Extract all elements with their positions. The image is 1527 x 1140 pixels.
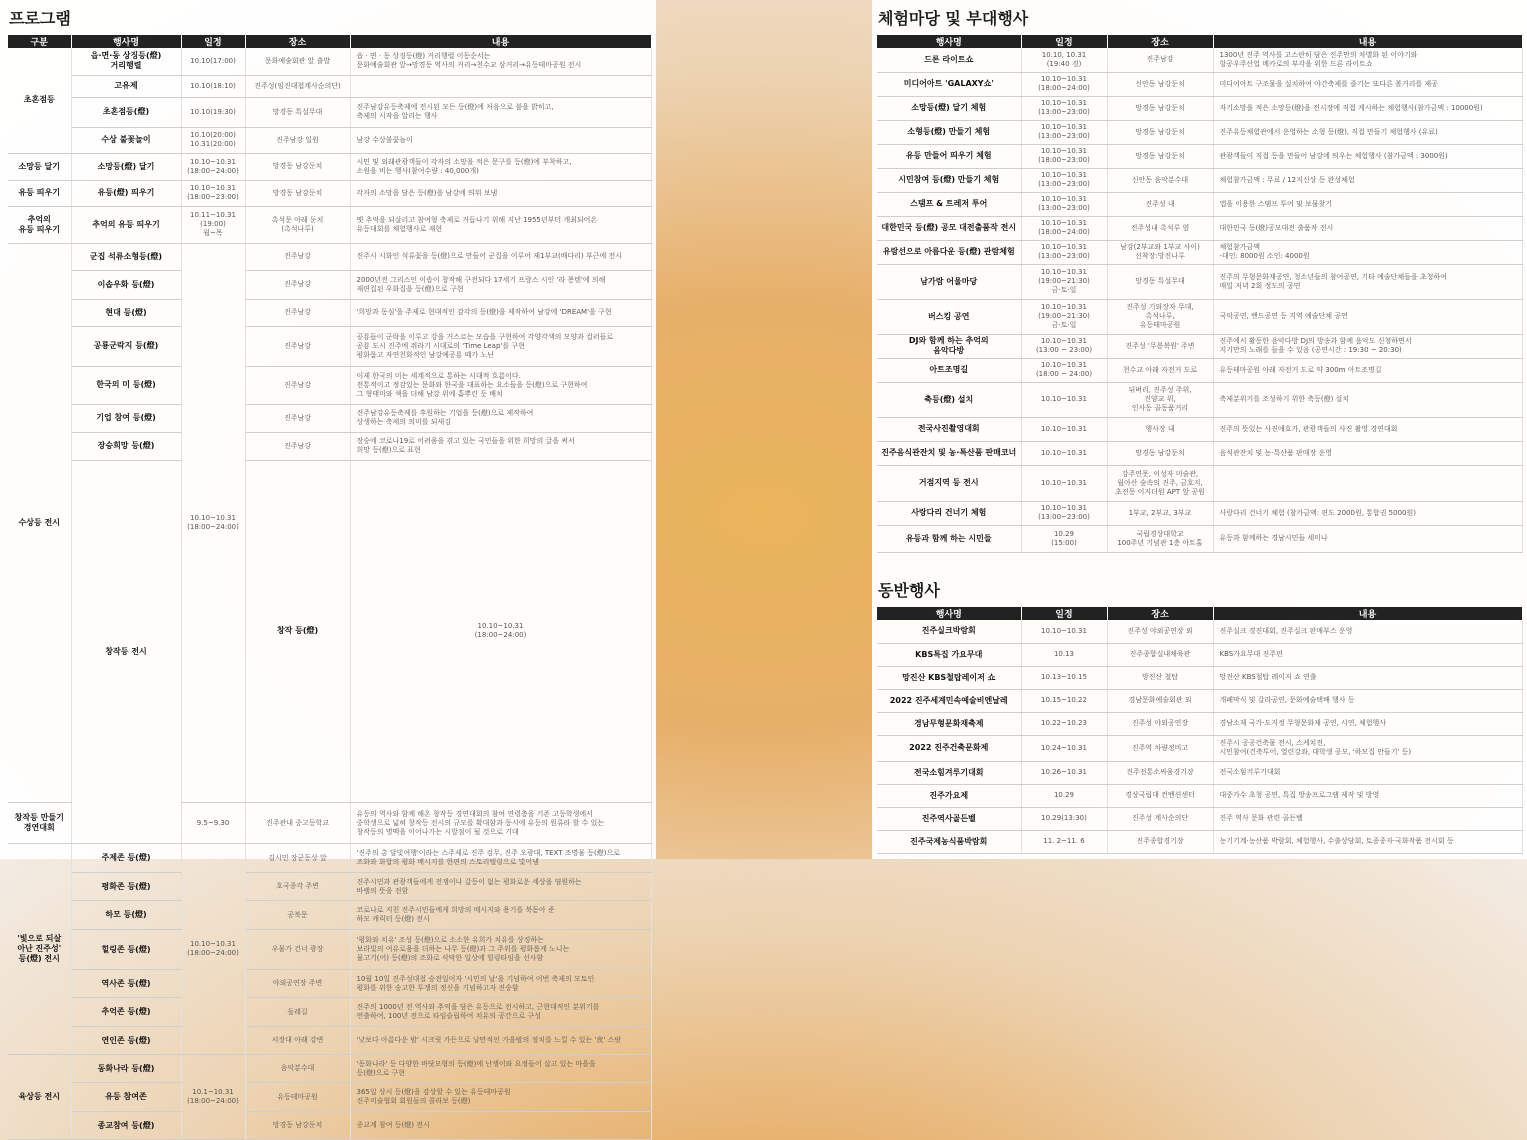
schedule-cell: 10.10~10.31 — [1021, 417, 1107, 441]
event-name-cell: 미디어아트 'GALAXY쇼' — [877, 72, 1021, 96]
event-name-cell: 유등과 함께 하는 시민들 — [877, 525, 1021, 552]
schedule-cell: 10.10~10.31 (18:00 ~ 24:00) — [1021, 358, 1107, 382]
schedule-cell: 10.15~10.22 — [1021, 689, 1107, 712]
schedule-cell: 10.22~10.23 — [1021, 712, 1107, 735]
event-name-cell: 소형등(燈) 만들기 체험 — [877, 120, 1021, 144]
event-name-cell: 고유제 — [71, 75, 181, 97]
event-name-cell: 시민참여 등(燈) 만들기 체험 — [877, 168, 1021, 192]
experience-header-3: 내용 — [1213, 35, 1522, 48]
schedule-cell: 10.11~10.31 (19:00) 월~목 — [181, 206, 245, 243]
description-cell: '동화나라' 등 다양한 바닷모형의 등(燈)에 난쟁이와 요정들이 살고 있는 마을을 등(燈)으로 구현 — [350, 1055, 651, 1083]
venue-cell: 진주남강 — [245, 299, 350, 326]
table-row — [8, 460, 651, 803]
description-cell: 진주시 공공건축물 전시, 스케치전, 시민참여(건축투어, 열린강좌, 대학생 공모, '하모집 만들기' 등) — [1213, 735, 1522, 761]
table-row — [877, 501, 1522, 525]
event-name-cell: 소망등(燈) 달기 체험 — [877, 96, 1021, 120]
schedule-cell: 10.10~10.31 (18:00~23:00) — [1021, 144, 1107, 168]
experience-table-header — [877, 35, 1522, 48]
event-name-cell: 망진산 KBS철탑레이저 쇼 — [877, 666, 1021, 689]
category-cell: 초혼점등 — [8, 48, 71, 153]
schedule-cell: 10.10(20:00) 10.31(20:00) — [181, 127, 245, 153]
description-cell: 진주의 1000년 전 역사와 추억을 담은 유등으로 전시하고, 근현대적인 분위기를 연출하여, 100년 전으로 타임슬립하여 치유의 공간으로 구성 — [350, 998, 651, 1027]
venue-cell: 진주전통소싸움경기장 — [1107, 761, 1213, 784]
event-name-cell: 종교참여 등(燈) — [71, 1112, 181, 1140]
table-row — [8, 1083, 651, 1112]
experience-header-0: 행사명 — [877, 35, 1021, 48]
venue-cell: 진주남강 — [245, 243, 350, 270]
venue-cell: 남강(2부교와 1부교 사이) 선착장:망진나루 — [1107, 240, 1213, 264]
category-cell: 육상등 전시 — [8, 1055, 71, 1140]
venue-cell: 진주종합실내체육관 — [1107, 643, 1213, 666]
table-row — [877, 441, 1522, 465]
table-row — [877, 525, 1522, 552]
description-cell: 진주의 무형문화재공연, 청소년들의 참여공연, 기타 예술단체들을 초청하여 매일 저녁 2회 정도의 공연 — [1213, 264, 1522, 299]
schedule-cell: 10.10~10.31 — [1021, 465, 1107, 501]
table-row — [877, 168, 1522, 192]
venue-cell: 야외공연장 주변 — [245, 970, 350, 998]
schedule-cell: 10.10~10.31 (18:00~23:00) — [181, 180, 245, 206]
event-name-cell: 버스킹 공연 — [877, 299, 1021, 334]
event-name-cell: 축등(燈) 설치 — [877, 382, 1021, 417]
venue-cell: 진주남강 — [1107, 48, 1213, 72]
table-row — [8, 127, 651, 153]
description-cell: 장승에 코로나19로 어려움을 겪고 있는 국민들을 위한 희망의 글을 써서 희망 등(燈)으로 표현 — [350, 432, 651, 460]
category-cell: 소망등 달기 — [8, 153, 71, 180]
schedule-cell: 10.10(19:30) — [181, 97, 245, 127]
description-cell: 진주의 뜻있는 사진애호가, 관광객들의 사진 촬영 경연대회 — [1213, 417, 1522, 441]
event-name-cell: 장승희망 등(燈) — [71, 432, 181, 460]
schedule-cell: 9.5~9.30 — [181, 803, 245, 844]
venue-cell: 진주역 차량정비고 — [1107, 735, 1213, 761]
venue-cell: 진주남강 — [245, 432, 350, 460]
schedule-cell: 10.10~10.31 (18:00~24:00) — [181, 243, 245, 803]
schedule-cell: 10.10(17:00) — [181, 48, 245, 75]
side-header-0: 행사명 — [877, 607, 1021, 620]
category-cell: 수상등 전시 — [8, 243, 71, 803]
table-row — [877, 299, 1522, 334]
event-name-cell: 이솝우화 등(燈) — [71, 270, 181, 299]
description-cell: 유등과 함께하는 경남시민들 세미나 — [1213, 525, 1522, 552]
description-cell: KBS가요무대 진주편 — [1213, 643, 1522, 666]
event-name-cell: 전국소힘겨루기대회 — [877, 761, 1021, 784]
description-cell: 진주실크 경진대회, 진주실크 판매부스 운영 — [1213, 620, 1522, 643]
schedule-cell: 10.29(13:30) — [1021, 807, 1107, 830]
description-cell: 망진산 KBS철탑 레이저 쇼 연출 — [1213, 666, 1522, 689]
description-cell: '진주의 총 달빛여행'이라는 스주제로 진주 검무, 진주 오광대, TEXT 조명물 등(燈)으로 조화와 화합의 평화 메시지를 한편의 스토리텔링으로 빛어냄 — [350, 844, 651, 873]
table-row — [877, 735, 1522, 761]
event-name-cell: 진주국제농식품박람회 — [877, 830, 1021, 853]
table-row — [877, 620, 1522, 643]
schedule-cell: 10.10~10.31 — [1021, 441, 1107, 465]
description-cell: 진주유등체험관에서 운영하는 소형 등(燈), 직접 만들기 체험행사 (유료) — [1213, 120, 1522, 144]
table-row — [8, 270, 651, 299]
event-name-cell: 역사존 등(燈) — [71, 970, 181, 998]
venue-cell: 뒤벼리, 진주성 주위, 진양교 위, 인사동 골동품거리 — [1107, 382, 1213, 417]
venue-cell: 문화예술회관 앞 출발 — [245, 48, 350, 75]
description-cell: 유등테마공원 아래 자전거 도로 약 300m 아트조명길 — [1213, 358, 1522, 382]
side-events-table-header — [877, 607, 1522, 620]
table-row — [877, 689, 1522, 712]
schedule-cell: 10.10~10.31 (13:00~23:00) — [1021, 192, 1107, 216]
description-cell: 체험참가금액 : 무료 / 12지신상 등 완성체험 — [1213, 168, 1522, 192]
description-cell: 진주시 시화인 석류꽃을 등(燈)으로 만들어 군집을 이루어 제1부교(배다리) 부근에 전시 — [350, 243, 651, 270]
description-cell: 경남소재 국가·도지정 무형문화재 공연, 시연, 체험행사 — [1213, 712, 1522, 735]
event-name-cell: 진주음식관잔치 및 농·특산품 판매코너 — [877, 441, 1021, 465]
table-row — [877, 264, 1522, 299]
program-table-header — [8, 35, 651, 48]
venue-cell: 서장대 아래 강변 — [245, 1027, 350, 1055]
table-row — [877, 382, 1522, 417]
description-cell: 전국소힘겨루기대회 — [1213, 761, 1522, 784]
table-row — [877, 417, 1522, 441]
schedule-cell: 10.1~10.31 (18:00~24:00) — [181, 1055, 245, 1140]
venue-cell: 우물가 건너 광장 — [245, 930, 350, 970]
schedule-cell: 10.10, 10.31 (19:40 경) — [1021, 48, 1107, 72]
venue-cell: 진주성내 촉석루 옆 — [1107, 216, 1213, 240]
program-header-0: 구분 — [8, 35, 71, 48]
category-cell: 유등 띄우기 — [8, 180, 71, 206]
description-cell: 진주남강유등축제를 후원하는 기업을 등(燈)으로 제작하여 상생하는 축제의 의미를 되새김 — [350, 404, 651, 432]
table-row — [8, 1027, 651, 1055]
event-name-cell: 스탬프 & 트레저 투어 — [877, 192, 1021, 216]
description-cell: 365일 상시 등(燈)을 감상할 수 있는 유등테마공원 진주미술협회 회원들의 콜라보 등(燈) — [350, 1083, 651, 1112]
venue-cell: 망경동 특설무대 — [245, 97, 350, 127]
description-cell: 개폐막식 및 갈라공연, 문화예술택배 행사 등 — [1213, 689, 1522, 712]
table-row — [8, 930, 651, 970]
venue-cell: 진주성 계사순의단 — [1107, 807, 1213, 830]
event-name-cell: 아트조명길 — [877, 358, 1021, 382]
description-cell: 대한민국 등(燈)공모대전 출품작 전시 — [1213, 216, 1522, 240]
schedule-cell: 10.10(18:10) — [181, 75, 245, 97]
table-row — [8, 326, 651, 366]
venue-cell: 호국종각 주변 — [245, 873, 350, 901]
event-name-cell: 추억의 유등 띄우기 — [71, 206, 181, 243]
description-cell: 옛 추억을 되살리고 참여형 축제로 거듭나기 위해 지난 1955년부터 개최되어온 유등대회를 체험행사로 재현 — [350, 206, 651, 243]
table-row — [8, 97, 651, 127]
event-name-cell: 기업 참여 등(燈) — [71, 404, 181, 432]
program-header-1: 행사명 — [71, 35, 181, 48]
event-name-cell: 드론 라이트쇼 — [877, 48, 1021, 72]
description-cell: 진주 역사 문화 관련 골든벨 — [1213, 807, 1522, 830]
event-name-cell: 힐링존 등(燈) — [71, 930, 181, 970]
venue-cell: 1부교, 2부교, 3부교 — [1107, 501, 1213, 525]
venue-cell: 유등테마공원 — [245, 1083, 350, 1112]
venue-cell: 진주성 야외공연장 외 — [1107, 620, 1213, 643]
experience-table — [877, 35, 1523, 553]
event-name-cell: 창작 등(燈) — [245, 460, 350, 803]
venue-cell: 진주성 '무릉북원' 주변 — [1107, 334, 1213, 358]
table-row — [877, 465, 1522, 501]
schedule-cell: 10.10~10.31 (18:00~24:00) — [350, 460, 651, 803]
event-name-cell: 군집 석류소형등(燈) — [71, 243, 181, 270]
description-cell: 음식관잔치 및 농·특산품 판매장 운영 — [1213, 441, 1522, 465]
table-row — [877, 120, 1522, 144]
table-row — [8, 432, 651, 460]
side-header-2: 장소 — [1107, 607, 1213, 620]
event-name-cell: 거점지역 등 전시 — [877, 465, 1021, 501]
table-row — [877, 712, 1522, 735]
side-header-1: 일정 — [1021, 607, 1107, 620]
venue-cell: 망경동 남강둔치 — [245, 153, 350, 180]
description-cell: 국악공연, 밴드공연 등 지역 예술단체 공연 — [1213, 299, 1522, 334]
table-row — [8, 901, 651, 930]
schedule-cell: 10.29 (15:00) — [1021, 525, 1107, 552]
event-name-cell: 현대 등(燈) — [71, 299, 181, 326]
table-row — [877, 144, 1522, 168]
event-name-cell: KBS특집 가요무대 — [877, 643, 1021, 666]
schedule-cell: 10.10~10.31 (19:00~21:30) 금·토·일 — [1021, 264, 1107, 299]
description-cell: 2000년전 그리스인 이솝이 창작해 구전되다 17세기 프랑스 시인 '라 퐁텐'에 의해 재편집된 우화집을 등(燈)으로 구현 — [350, 270, 651, 299]
description-cell: 코로나로 지친 진주시민들에게 희망의 메시지와 용기를 북돋아 준 하모 캐릭터 등(燈) 전시 — [350, 901, 651, 930]
description-cell: 사랑다리 건너기 체험 (참가금액: 편도 2000원, 통합권 5000원) — [1213, 501, 1522, 525]
description-cell: 읍 · 면 · 동 상징등(燈) 거리행렬 이동순서는 문화예술회관 앞→망경동 역사의 거리→천수교 삼거리→유등테마공원 전시 — [350, 48, 651, 75]
table-row — [877, 830, 1522, 853]
table-row — [877, 96, 1522, 120]
description-cell: 대중가수 초청 공연, 특집 방송프로그램 제작 및 방영 — [1213, 784, 1522, 807]
venue-cell: 진주성 내 — [1107, 192, 1213, 216]
schedule-cell: 10.10~10.31 (13:00 ~ 23:00) — [1021, 334, 1107, 358]
program-title: 프로그램 — [9, 9, 71, 28]
table-row — [8, 299, 651, 326]
venue-cell: 망진산 철탑 — [1107, 666, 1213, 689]
experience-header-2: 장소 — [1107, 35, 1213, 48]
table-row — [877, 761, 1522, 784]
event-name-cell: 동화나라 등(燈) — [71, 1055, 181, 1083]
side-events-table — [877, 607, 1523, 854]
description-cell: 종교계 참여 등(燈) 전시 — [350, 1112, 651, 1140]
experience-header-1: 일정 — [1021, 35, 1107, 48]
venue-cell: 진주성 기와장자 무대, 촉석나루, 유등테마공원 — [1107, 299, 1213, 334]
description-cell: 축제분위기를 조성하기 위한 축등(燈) 설치 — [1213, 382, 1522, 417]
venue-cell: 진주성(임진대첩계사순의단) — [245, 75, 350, 97]
description-cell: 각자의 소망을 담은 등(燈)을 남강에 띄워 보냄 — [350, 180, 651, 206]
event-name-cell: 읍·면·동 상징등(燈) 거리행렬 — [71, 48, 181, 75]
description-cell — [350, 75, 651, 97]
program-header-2: 일정 — [181, 35, 245, 48]
event-name-cell: 남가람 어울마당 — [877, 264, 1021, 299]
venue-cell: 경상국립대 컨벤션센터 — [1107, 784, 1213, 807]
description-cell: 자기소망을 적은 소망등(燈)을 전시장에 직접 게시하는 체험행사(참가금액 : 10000원) — [1213, 96, 1522, 120]
table-row — [8, 1112, 651, 1140]
schedule-cell: 10.10~10.31 (18:00~24:00) — [1021, 216, 1107, 240]
table-row — [877, 48, 1522, 72]
schedule-cell: 10.13 — [1021, 643, 1107, 666]
venue-cell: 진주종합경기장 — [1107, 830, 1213, 853]
table-row — [8, 1055, 651, 1083]
venue-cell: 신안동 남강둔치 — [1107, 72, 1213, 96]
program-header-4: 내용 — [350, 35, 651, 48]
event-name-cell: 유등 참여존 — [71, 1083, 181, 1112]
schedule-cell: 10.10~10.31 (13:00~23:00) — [1021, 240, 1107, 264]
schedule-cell: 10.10~10.31 (18:00~24:00) — [181, 844, 245, 1055]
venue-cell: 신안동 음악분수대 — [1107, 168, 1213, 192]
venue-cell: 촉석문 아래 둔치 (촉석나루) — [245, 206, 350, 243]
event-name-cell: 공룡군락지 등(燈) — [71, 326, 181, 366]
description-cell: 미디어아트 구조물을 설치하여 야간축제를 즐기는 또다른 볼거리를 제공 — [1213, 72, 1522, 96]
table-row — [8, 153, 651, 180]
table-row — [8, 206, 651, 243]
venue-cell: 망경동 남강둔치 — [1107, 441, 1213, 465]
event-name-cell: 사랑다리 건너기 체험 — [877, 501, 1021, 525]
event-name-cell: DJ와 함께 하는 추억의 음악다방 — [877, 334, 1021, 358]
venue-cell: 망경동 남강둔치 — [1107, 96, 1213, 120]
description-cell: '낮보다 아름다운 밤' 시크릿 가든으로 낭만적인 가을밤의 정치를 느낄 수 있는 '夜' 스팟 — [350, 1027, 651, 1055]
table-row — [877, 72, 1522, 96]
description-cell: 체험참가금액 -대인: 8000원 소인: 4000원 — [1213, 240, 1522, 264]
program-table — [8, 35, 652, 1140]
schedule-cell: 11. 2~11. 6 — [1021, 830, 1107, 853]
description-cell: 1300년 진주 역사를 고스란히 담은 진주만의 차별화 된 이야기와 항공우주산업 메카로의 부각을 위한 드론 라이트쇼 — [1213, 48, 1522, 72]
schedule-cell: 10.10~10.31 — [1021, 620, 1107, 643]
event-name-cell: 수상 불꽃놀이 — [71, 127, 181, 153]
description-cell: 유등의 역사와 함께 해온 창작등 경연대회의 참여 연령층을 기존 고등학생에서 중학생으로 넓혀 창작등 전시의 규모를 확대함과 동시에 유등의 원류라 할 수 있는 창작등의 명맥을 이어나가는 시발점이 될 것으로 기대 — [350, 803, 651, 844]
venue-cell: 국립경상대학교 100주년 기념관 1층 아트홀 — [1107, 525, 1213, 552]
schedule-cell: 10.10~10.31 (18:00~24:00) — [181, 153, 245, 180]
event-name-cell: 창작등 만들기 경연대회 — [8, 803, 71, 844]
venue-cell: 망경동 남강둔치 — [1107, 120, 1213, 144]
schedule-cell: 10.26~10.31 — [1021, 761, 1107, 784]
venue-cell: 망경동 남강둔치 — [245, 1112, 350, 1140]
category-cell: 창작등 전시 — [71, 460, 181, 844]
description-cell: 10월 10일 진주성대첩 승전일이자 '시민의 날'을 기념하여 이번 축제의 모토인 평화를 위한 숭고한 투쟁의 정신을 기념하고자 진승함 — [350, 970, 651, 998]
schedule-cell: 10.10~10.31 (19:00~21:30) 금·토·일 — [1021, 299, 1107, 334]
venue-cell: 진주성 야외공연장 — [1107, 712, 1213, 735]
table-row — [877, 784, 1522, 807]
description-cell: 농기기계·농산품 박람회, 체험행사, 수출상담회, 토종종자·국화작품 전시회 등 — [1213, 830, 1522, 853]
description-cell: 진주남강유등축제에 전시된 모든 등(燈)에 처음으로 불을 밝히고, 축제의 시작을 알리는 행사 — [350, 97, 651, 127]
venue-cell: 진주관내 중고등학교 — [245, 803, 350, 844]
side-header-3: 내용 — [1213, 607, 1522, 620]
event-name-cell: 유람선으로 아름다운 등(燈) 관람체험 — [877, 240, 1021, 264]
table-row — [8, 844, 651, 873]
event-name-cell: 2022 진주세계민속예술비엔날레 — [877, 689, 1021, 712]
venue-cell: 김시민 장군동상 앞 — [245, 844, 350, 873]
table-row — [877, 216, 1522, 240]
event-name-cell: 2022 진주건축문화제 — [877, 735, 1021, 761]
event-name-cell: 대한민국 등(燈) 공모 대전출품작 전시 — [877, 216, 1021, 240]
table-row — [8, 998, 651, 1027]
description-cell — [1213, 465, 1522, 501]
venue-cell: 망경동 특설무대 — [1107, 264, 1213, 299]
venue-cell: 돌레길 — [245, 998, 350, 1027]
event-name-cell: 초혼점등(燈) — [71, 97, 181, 127]
venue-cell: 망경동 남강둔치 — [1107, 144, 1213, 168]
venue-cell: 망경동 남강둔치 — [245, 180, 350, 206]
venue-cell: 경남문화예술회관 외 — [1107, 689, 1213, 712]
venue-cell: 진주남강 — [245, 270, 350, 299]
schedule-cell: 10.10~10.31 (18:00~24:00) — [1021, 72, 1107, 96]
description-cell: 이제 한국의 미는 세계적으로 통하는 시대적 흐름이다. 전통적이고 정감있는 문화와 한국을 대표하는 요소들을 등(燈)으로 구현하여 그 형태미와 색을 더해 남강 위에 흩뿌린 듯 배치 — [350, 366, 651, 404]
event-name-cell: 연인존 등(燈) — [71, 1027, 181, 1055]
table-row — [877, 240, 1522, 264]
category-cell: '빛으로 되살 아난 진주성' 등(燈) 전시 — [8, 844, 71, 1055]
table-row — [877, 358, 1522, 382]
event-name-cell: 진주실크박람회 — [877, 620, 1021, 643]
venue-cell: 강주연못, 이성자 미술관, 월아산 숲속의 진주, 금호지, 초전동 이지더원 APT 앞 공원 — [1107, 465, 1213, 501]
schedule-cell: 10.29 — [1021, 784, 1107, 807]
schedule-cell: 10.10~10.31 (13:00~23:00) — [1021, 168, 1107, 192]
event-name-cell: 주제존 등(燈) — [71, 844, 181, 873]
table-row — [8, 75, 651, 97]
schedule-cell: 10.24~10.31 — [1021, 735, 1107, 761]
table-row — [877, 666, 1522, 689]
experience-title: 체험마당 및 부대행사 — [878, 9, 1029, 28]
venue-cell: 진주남강 일원 — [245, 127, 350, 153]
event-name-cell: 진주역사골든벨 — [877, 807, 1021, 830]
event-name-cell: 유등 만들어 띄우기 체험 — [877, 144, 1021, 168]
event-name-cell: 전국사진촬영대회 — [877, 417, 1021, 441]
schedule-cell: 10.10~10.31 (13:00~23:00) — [1021, 120, 1107, 144]
schedule-cell: 10.10~10.31 — [1021, 382, 1107, 417]
table-row — [8, 404, 651, 432]
venue-cell: 행사장 내 — [1107, 417, 1213, 441]
event-name-cell: 유등(燈) 띄우기 — [71, 180, 181, 206]
side-events-title: 동반행사 — [878, 581, 940, 600]
event-name-cell: 평화존 등(燈) — [71, 873, 181, 901]
description-cell: 앱을 이용한 스탬프 투어 및 보물찾기 — [1213, 192, 1522, 216]
venue-cell: 음악분수대 — [245, 1055, 350, 1083]
description-cell: 진주에서 활동한 음악다방 DJ의 방송과 함께 음악도 신청하면서 지기만의 노래를 들을 수 있음 (공연시간 : 19:30 ~ 20:30) — [1213, 334, 1522, 358]
table-row — [8, 970, 651, 998]
table-row — [8, 366, 651, 404]
schedule-cell: 10.13~10.15 — [1021, 666, 1107, 689]
table-row — [8, 873, 651, 901]
event-name-cell: 추억존 등(燈) — [71, 998, 181, 1027]
venue-cell: 공북문 — [245, 901, 350, 930]
table-row — [877, 334, 1522, 358]
table-row — [8, 243, 651, 270]
event-name-cell: 진주가요제 — [877, 784, 1021, 807]
venue-cell: 진주남강 — [245, 326, 350, 366]
venue-cell: 진주남강 — [245, 404, 350, 432]
program-header-3: 장소 — [245, 35, 350, 48]
table-row — [8, 180, 651, 206]
description-cell: 남강 수상불꽃놀이 — [350, 127, 651, 153]
event-name-cell: 경남무형문화재축제 — [877, 712, 1021, 735]
schedule-cell: 10.10~10.31 (13:00~23:00) — [1021, 501, 1107, 525]
description-cell: 시민 및 외래관광객들이 각자의 소망을 적은 문구를 등(燈)에 부착하고, 소원을 비는 행사(참여수량 : 40,000개) — [350, 153, 651, 180]
event-name-cell: 한국의 미 등(燈) — [71, 366, 181, 404]
schedule-cell: 10.10~10.31 (13:00~23:00) — [1021, 96, 1107, 120]
table-row — [877, 192, 1522, 216]
description-cell: 관광객들이 직접 등을 만들어 남강에 띄우는 체험행사 (참가금액 : 3000원) — [1213, 144, 1522, 168]
venue-cell: 천수교 아래 자전거 도로 — [1107, 358, 1213, 382]
event-name-cell: 소망등(燈) 달기 — [71, 153, 181, 180]
description-cell: 진주시민과 관광객들에게 전쟁이나 갈등이 없는 평화로운 세상을 염원하는 바램의 뜻을 전함 — [350, 873, 651, 901]
description-cell: 공룡들이 군락을 이루고 강을 거스르는 모습을 구현하여 각양각색의 모양과 컬러들로 공룡 도시 진주에 쥐라기 시대로의 'Time Leap'를 구현 평화롭고 자연친화적인 남강예공룡 떼가 노닌 — [350, 326, 651, 366]
event-name-cell: 하모 등(燈) — [71, 901, 181, 930]
description-cell: '평화와 치유' 조성 등(燈)으로 소소한 유희가 치유를 상징하는 보라빛의 여유로움을 더하는 나무 등(燈)과 그 주위를 평화롭게 노니는 물고기(어) 등(燈)의 조화로 삭막한 일상에 힐링타임을 선사함 — [350, 930, 651, 970]
category-cell: 추억의 유등 띄우기 — [8, 206, 71, 243]
table-row — [877, 807, 1522, 830]
description-cell: '희망과 동심'을 주제로 현대적인 감각의 등(燈)을 제작하여 남강에 'DREAM'을 구현 — [350, 299, 651, 326]
table-row — [8, 48, 651, 75]
venue-cell: 진주남강 — [245, 366, 350, 404]
table-row — [877, 643, 1522, 666]
